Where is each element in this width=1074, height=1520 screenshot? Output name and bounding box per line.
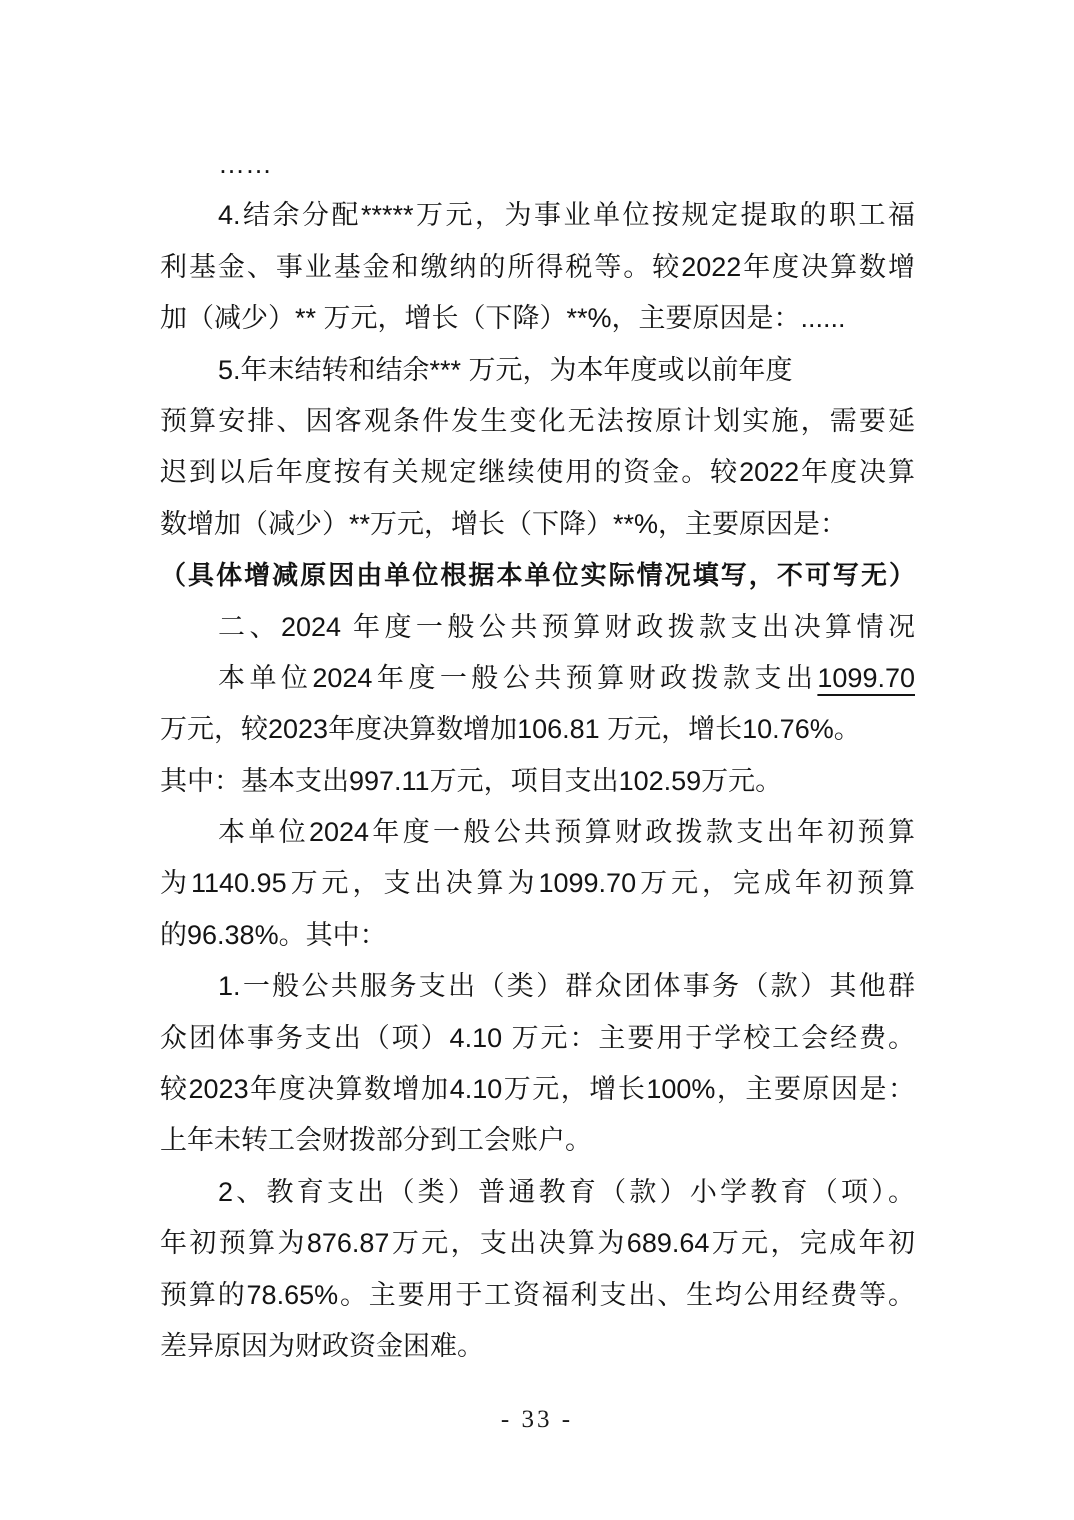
text-line: 加（减少）** 万元，增长（下降）**%，主要原因是：...... <box>160 303 846 334</box>
text-line: 众团体事务支出（项）4.10 万元：主要用于学校工会经费。 <box>160 1022 915 1053</box>
document-body <box>160 139 915 1372</box>
text-line: …… <box>218 149 272 179</box>
text-line: 的96.38%。其中： <box>160 919 387 950</box>
text-line: 1.一般公共服务支出（类）群众团体事务（款）其他群 <box>218 971 915 1002</box>
text-line: 数增加（减少）**万元，增长（下降）**%，主要原因是： <box>160 508 848 539</box>
text-line: 2、教育支出（类）普通教育（款）小学教育（项）。 <box>218 1176 915 1207</box>
text-line: 差异原因为财政资金困难。 <box>160 1330 484 1361</box>
text-line <box>160 653 915 704</box>
underlined-value: 1099.70 <box>817 662 915 693</box>
text-line: 年初预算为876.87万元，支出决算为689.64万元，完成年初 <box>160 1228 915 1259</box>
text-line: 预算的78.65%。主要用于工资福利支出、生均公用经费等。 <box>160 1279 915 1310</box>
text-line: 万元，较2023年度决算数增加106.81 万元，增长10.76%。 <box>160 714 861 745</box>
emphasis-note-line: （具体增减原因由单位根据本单位实际情况填写，不可写无） <box>160 560 915 591</box>
text-line: 上年未转工会财拨部分到工会账户。 <box>160 1125 592 1156</box>
text-line: 预算安排、因客观条件发生变化无法按原计划实施，需要延 <box>160 405 915 436</box>
text-line: 4.结余分配*****万元，为事业单位按规定提取的职工福 <box>218 200 915 231</box>
text-line: 较2023年度决算数增加4.10万元，增长100%，主要原因是： <box>160 1074 915 1105</box>
text-line: 利基金、事业基金和缴纳的所得税等。较2022年度决算数增 <box>160 251 915 282</box>
text-line: 其中：基本支出997.11万元，项目支出102.59万元。 <box>160 765 783 796</box>
text-line: 本单位2024年度一般公共预算财政拨款支出年初预算 <box>218 817 915 848</box>
section-heading: 二、2024 年度一般公共预算财政拨款支出决算情况 <box>218 611 915 642</box>
text-segment: 本单位2024年度一般公共预算财政拨款支出 <box>218 662 818 693</box>
page-number: - 33 - <box>500 1406 574 1433</box>
text-line: 5.年末结转和结余*** 万元，为本年度或以前年度 <box>218 354 793 385</box>
text-line: 迟到以后年度按有关规定继续使用的资金。较2022年度决算 <box>160 457 915 488</box>
text-line: 为1140.95万元，支出决算为1099.70万元，完成年初预算 <box>160 868 915 899</box>
